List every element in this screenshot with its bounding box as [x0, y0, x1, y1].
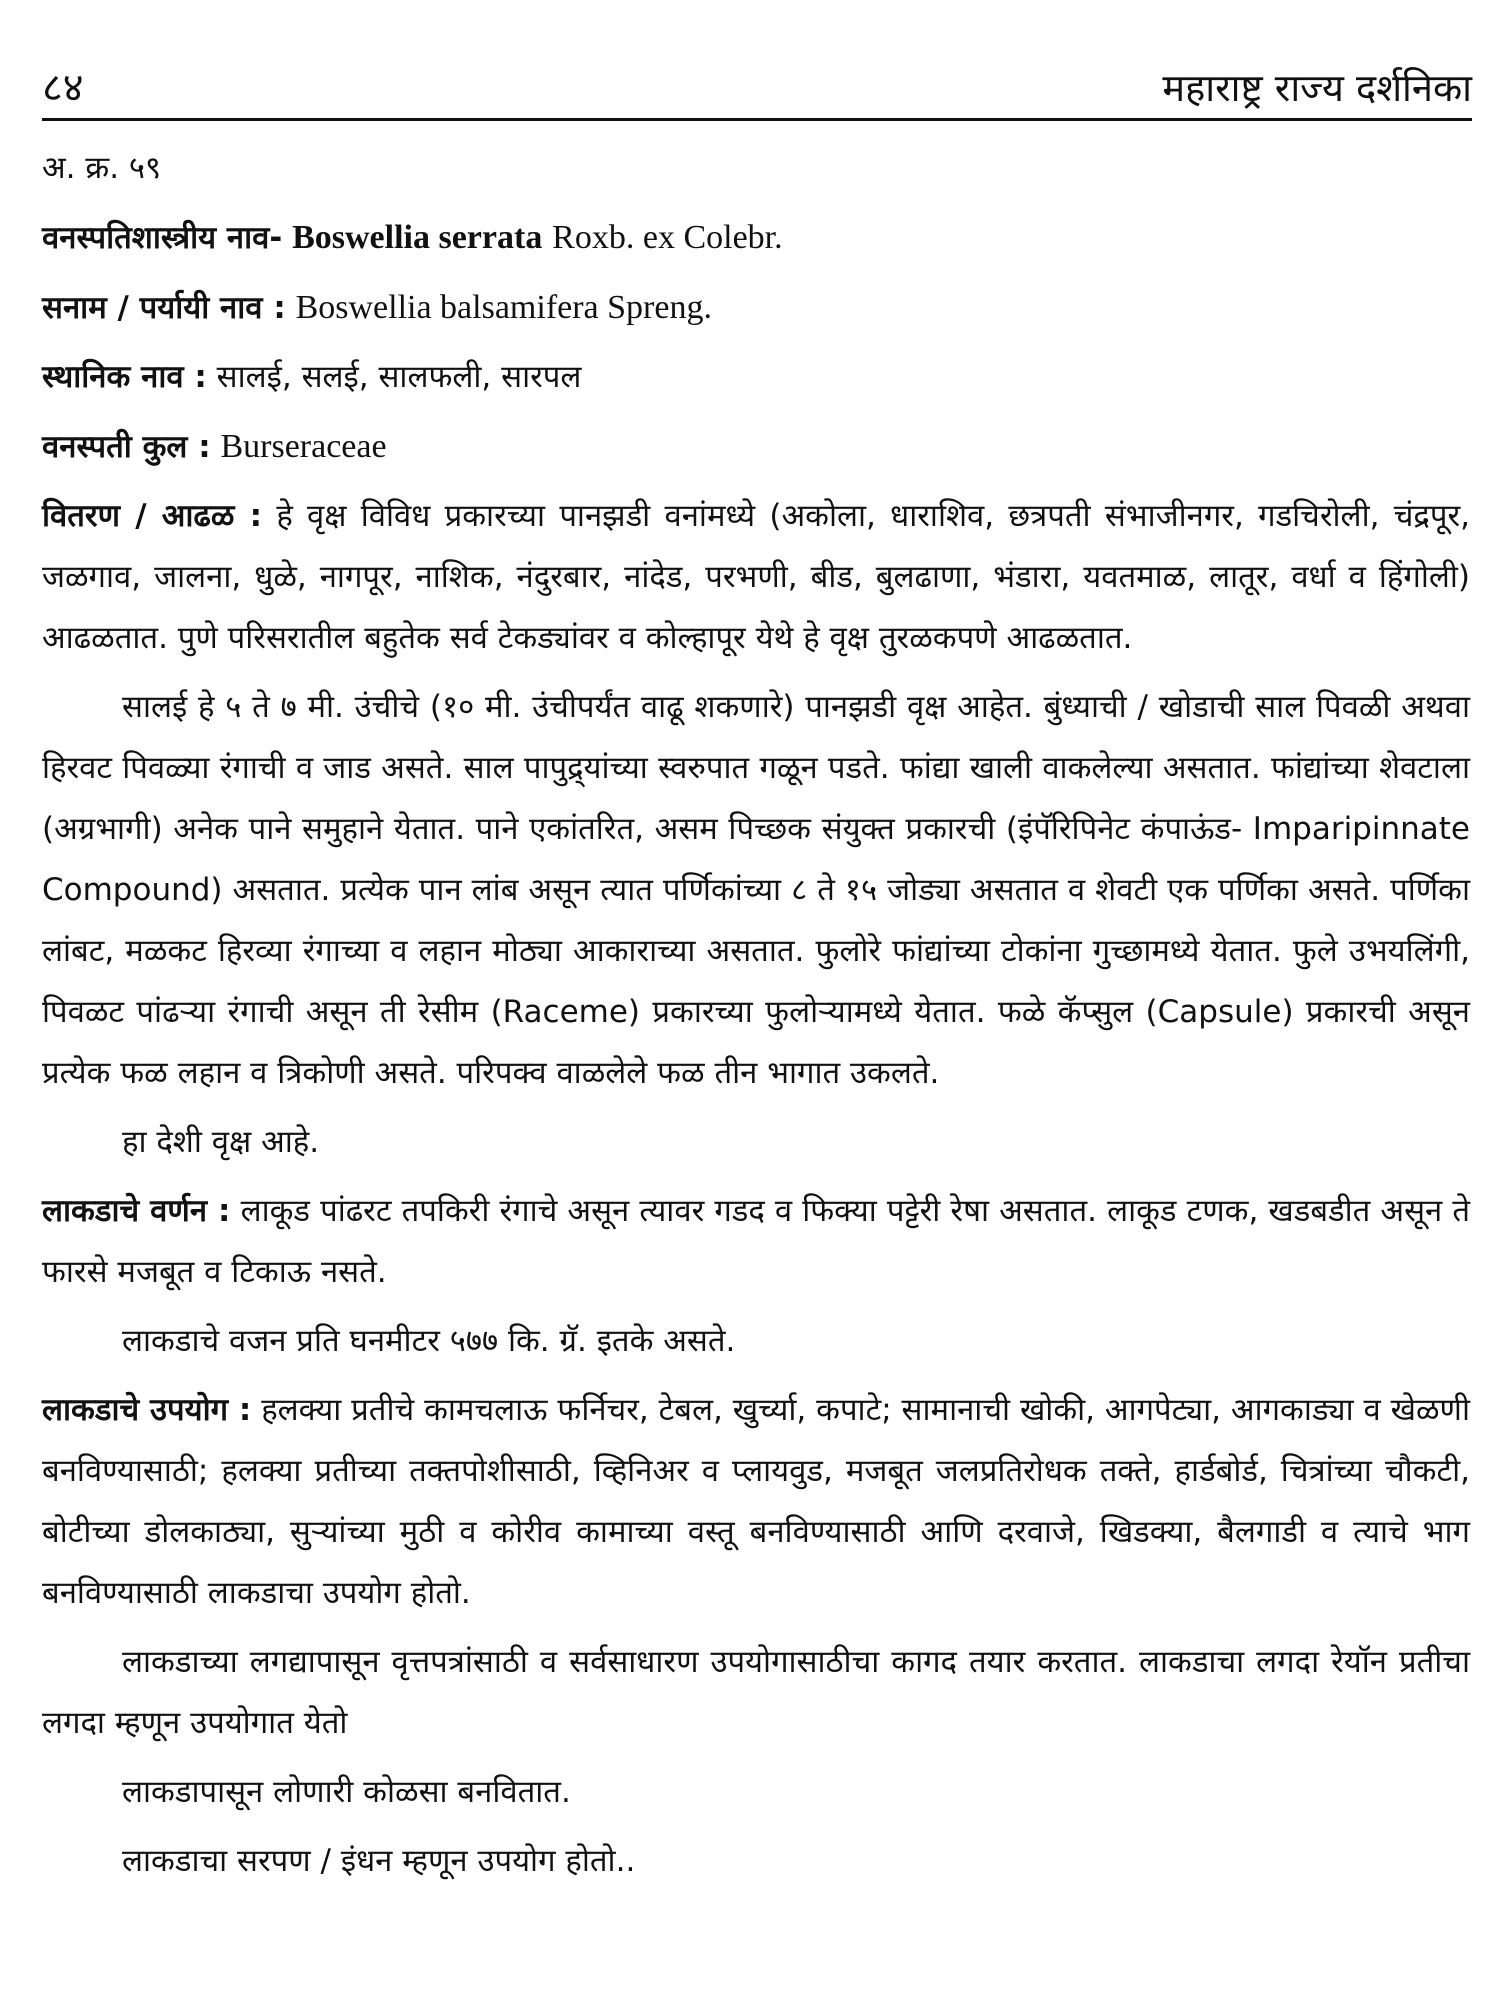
- family-value: Burseraceae: [220, 428, 387, 465]
- page-number: ८४: [42, 65, 84, 111]
- page-header: [42, 58, 1472, 118]
- native-note: हा देशी वृक्ष आहे.: [122, 1124, 320, 1160]
- family-label: वनस्पती कुल :: [42, 429, 211, 465]
- synonym-line: [42, 277, 1470, 339]
- wood-description-paragraph: [42, 1181, 1470, 1303]
- wood-uses-text: हलक्या प्रतीचे कामचलाऊ फर्निचर, टेबल, खुर्च्या, कपाटे; सामानाची खोकी, आगपेट्या, आगकाड्या व खेळणी बनविण्यासाठी; हलक्या प्रतीच्या तक्तपोशीसाठी, व्हिनिअर व प्लायवुड, मजबूत जलप्रतिरोधक तक्ते, हार्डबोर्ड, चित्रांच्या चौकटी, बोटीच्या डोलकाठ्या, सुऱ्यांच्या मुठी व कोरीव कामाच्या वस्तू बनविण्यासाठी आणि दरवाजे, खिडक्या, बैलगाडी व त्याचे भाग बनविण्यासाठी लाकडाचा उपयोग होतो.: [42, 1392, 1470, 1611]
- distribution-label: वितरण / आढळ :: [42, 498, 263, 534]
- fuel-line: लाकडाचा सरपण / इंधन म्हणून उपयोग होतो..: [122, 1843, 636, 1879]
- charcoal-line: लाकडापासून लोणारी कोळसा बनवितात.: [122, 1774, 571, 1810]
- wood-weight: लाकडाचे वजन प्रति घनमीटर ५७७ कि. ग्रॅ. इतके असते.: [122, 1323, 736, 1359]
- wood-description-label: लाकडाचे वर्णन :: [42, 1193, 231, 1229]
- botanical-name-label: वनस्पतिशास्त्रीय नाव-: [42, 220, 283, 256]
- pulp-paragraph: लाकडाच्या लगद्यापासून वृत्तपत्रांसाठी व सर्वसाधारण उपयोगासाठीचा कागद तयार करतात. लाकडाचा लगदा रेयॉन प्रतीचा लगदा म्हणून उपयोगात येतो: [42, 1644, 1470, 1741]
- distribution-paragraph: [42, 486, 1470, 669]
- header-rule: [42, 118, 1472, 121]
- local-name-value: सालई, सलई, सालफली, सारपल: [216, 359, 582, 395]
- running-title: महाराष्ट्र राज्य दर्शनिका: [1162, 66, 1472, 110]
- synonym-value: Boswellia balsamifera Spreng.: [295, 289, 712, 326]
- wood-uses-label: लाकडाचे उपयोग :: [42, 1392, 252, 1428]
- botanical-name: Boswellia serrata: [292, 219, 543, 256]
- serial-number: अ. क्र. ५९: [42, 150, 162, 186]
- local-name-line: [42, 347, 1470, 408]
- wood-description-text: लाकूड पांढरट तपकिरी रंगाचे असून त्यावर गडद व फिक्या पट्टेरी रेषा असतात. लाकूड टणक, खडबडीत असून ते फारसे मजबूत व टिकाऊ नसते.: [42, 1193, 1470, 1290]
- botanical-name-line: [42, 207, 1470, 269]
- description-paragraph: सालई हे ५ ते ७ मी. उंचीचे (१० मी. उंचीपर्यंत वाढू शकणारे) पानझडी वृक्ष आहेत. बुंध्याची / खोडाची साल पिवळी अथवा हिरवट पिवळ्या रंगाची व जाड असते. साल पापुद्र्यांच्या स्वरुपात गळून पडते. फांद्या खाली वाकलेल्या असतात. फांद्यांच्या शेवटाला (अग्रभागी) अनेक पाने समुहाने येतात. पाने एकांतरित, असम पिच्छक संयुक्त प्रकारची (इंपॅरिपिनेट कंपाऊंड- Imparipinnate Compound) असतात. प्रत्येक पान लांब असून त्यात पर्णिकांच्या ८ ते १५ जोड्या असतात व शेवटी एक पर्णिका असते. पर्णिका लांबट, मळकट हिरव्या रंगाच्या व लहान मोठ्या आकाराच्या असतात. फुलोरे फांद्यांच्या टोकांना गुच्छामध्ये येतात. फुले उभयलिंगी, पिवळट पांढऱ्या रंगाची असून ती रेसीम (Raceme) प्रकारच्या फुलोऱ्यामध्ये येतात. फळे कॅप्सुल (Capsule) प्रकारची असून प्रत्येक फळ लहान व त्रिकोणी असते. परिपक्व वाळलेले फळ तीन भागात उकलते.: [42, 689, 1470, 1091]
- distribution-text: हे वृक्ष विविध प्रकारच्या पानझडी वनांमध्ये (अकोला, धाराशिव, छत्रपती संभाजीनगर, गडचिरोली, चंद्रपूर, जळगाव, जालना, धुळे, नागपूर, नाशिक, नंदुरबार, नांदेड, परभणी, बीड, बुलढाणा, भंडारा, यवतमाळ, लातूर, वर्धा व हिंगोली) आढळतात. पुणे परिसरातील बहुतेक सर्व टेकड्यांवर व कोल्हापूर येथे हे वृक्ष तुरळकपणे आढळतात.: [42, 498, 1470, 656]
- local-name-label: स्थानिक नाव :: [42, 359, 207, 395]
- wood-uses-paragraph: [42, 1380, 1470, 1624]
- family-line: [42, 416, 1470, 478]
- page-body: [42, 138, 1470, 1900]
- botanical-author: Roxb. ex Colebr.: [552, 219, 783, 256]
- synonym-label: सनाम / पर्यायी नाव :: [42, 290, 286, 326]
